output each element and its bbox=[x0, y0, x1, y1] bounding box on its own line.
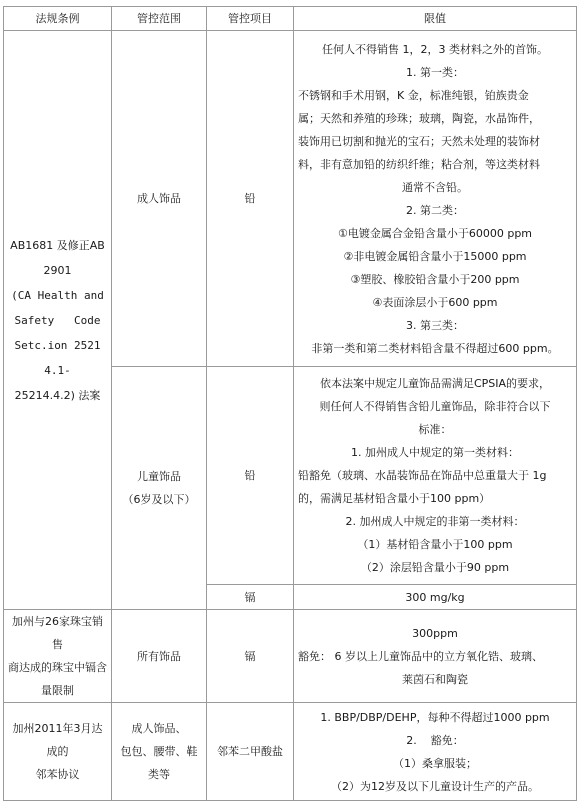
limit-line: ①电镀金属合金铅含量小于60000 ppm bbox=[337, 226, 533, 240]
law-text-line: 25214.4.2) 法案 bbox=[14, 388, 101, 402]
scope-cell bbox=[112, 703, 207, 801]
limit-line: 豁免： 6 岁以上儿童饰品中的立方氧化锆、玻璃、 bbox=[298, 649, 543, 663]
scope-line: （6岁及以下） bbox=[122, 493, 196, 506]
limit-line: 依本法案中规定儿童饰品需满足CPSIA的要求， bbox=[319, 377, 551, 390]
law-text-line: 量限制 bbox=[41, 684, 74, 697]
law-text-line: Setc.ion 25214.1- bbox=[14, 338, 101, 377]
law-text-line: 加州与26家珠宝销售 bbox=[12, 615, 103, 651]
scope-cell bbox=[112, 367, 207, 610]
item-cell: 镉 bbox=[207, 610, 294, 703]
header-scope: 管控范围 bbox=[112, 7, 207, 31]
limit-line: （1）桑拿服装； bbox=[393, 756, 477, 770]
scope-line: 包包、腰带、鞋 bbox=[120, 745, 198, 758]
scope-cell: 成人饰品 bbox=[112, 31, 207, 367]
limit-cell: 300 mg/kg bbox=[294, 585, 577, 610]
scope-line: 成人饰品、 bbox=[131, 722, 187, 735]
limit-line: ②非电镀金属铅含量小于15000 ppm bbox=[343, 249, 527, 263]
header-item: 管控项目 bbox=[207, 7, 294, 31]
scope-line: 儿童饰品 bbox=[137, 470, 181, 483]
limit-line: 300ppm bbox=[412, 626, 458, 640]
item-cell: 邻苯二甲酸盐 bbox=[207, 703, 294, 801]
limit-line: ③塑胶、橡胶铅含量小于200 ppm bbox=[350, 272, 520, 286]
header-law: 法规条例 bbox=[4, 7, 112, 31]
law-text-line: 加州2011年3月达成的 bbox=[12, 722, 103, 758]
limit-line: 1. BBP/DBP/DEHP，每种不得超过1000 ppm bbox=[320, 710, 550, 724]
limit-line: （1）基材铅含量小于100 ppm bbox=[357, 538, 513, 551]
limit-line: 标准： bbox=[418, 423, 452, 436]
item-cell: 镉 bbox=[207, 585, 294, 610]
header-limit: 限值 bbox=[294, 7, 577, 31]
limit-line: 装饰用已切割和抛光的宝石；天然未处理的装饰材 bbox=[298, 134, 540, 148]
limit-line: 1. 第一类： bbox=[406, 65, 464, 79]
limit-line: 1. 加州成人中规定的第一类材料： bbox=[351, 446, 519, 459]
limit-line: 不锈钢和手术用钢，K 金，标准纯银，铂族贵金 bbox=[298, 88, 529, 102]
law-cell bbox=[4, 703, 112, 801]
limit-line: ④表面涂层小于600 ppm bbox=[372, 295, 498, 309]
law-text-line: 邻苯协议 bbox=[35, 768, 80, 781]
limit-cell bbox=[294, 367, 577, 585]
limit-cell bbox=[294, 703, 577, 801]
law-ab1681-cell bbox=[4, 31, 112, 610]
limit-line: 料，非有意加铅的纺织纤维；粘合剂，等这类材料 bbox=[298, 157, 540, 171]
limit-cell bbox=[294, 31, 577, 367]
limit-line: 莱茵石和陶瓷 bbox=[402, 672, 468, 686]
limit-line: 任何人不得销售 1，2，3 类材料之外的首饰。 bbox=[322, 42, 548, 56]
law-cell bbox=[4, 610, 112, 703]
limit-line: 的，需满足基材铅含量小于100 ppm） bbox=[298, 492, 491, 505]
limit-line: （2）为12岁及以下儿童设计生产的产品。 bbox=[331, 779, 539, 793]
table-row bbox=[4, 31, 577, 367]
law-text-line: Safety Code bbox=[14, 313, 101, 327]
scope-cell: 所有饰品 bbox=[112, 610, 207, 703]
limit-line: 2. 加州成人中规定的非第一类材料： bbox=[345, 515, 525, 528]
law-text-line: (CA Health and bbox=[11, 288, 104, 302]
item-cell: 铅 bbox=[207, 31, 294, 367]
limit-line: 属；天然和养殖的珍珠；玻璃，陶瓷，水晶饰件， bbox=[298, 111, 540, 125]
table-row bbox=[4, 610, 577, 703]
limit-line: （2）涂层铅含量小于90 ppm bbox=[360, 561, 510, 574]
limit-line: 3. 第三类： bbox=[406, 318, 464, 332]
header-row bbox=[4, 7, 577, 31]
limit-line: 则任何人不得销售含铅儿童饰品，除非符合以下 bbox=[319, 400, 551, 413]
limit-line: 通常不含铅。 bbox=[402, 180, 468, 194]
limit-line: 2. 豁免： bbox=[406, 733, 464, 747]
limit-cell bbox=[294, 610, 577, 703]
regulation-table bbox=[3, 6, 577, 801]
limit-line: 铅豁免（玻璃、水晶装饰品在饰品中总重量大于 1g bbox=[298, 469, 547, 482]
limit-line: 2. 第二类： bbox=[406, 203, 464, 217]
limit-line: 非第一类和第二类材料铅含量不得超过600 ppm。 bbox=[311, 341, 559, 355]
item-cell: 铅 bbox=[207, 367, 294, 585]
law-text-line: 商达成的珠宝中镉含 bbox=[8, 661, 107, 674]
law-text-line: AB1681 及修正AB2901 bbox=[10, 238, 105, 277]
scope-line: 类等 bbox=[148, 768, 170, 781]
table-row bbox=[4, 703, 577, 801]
